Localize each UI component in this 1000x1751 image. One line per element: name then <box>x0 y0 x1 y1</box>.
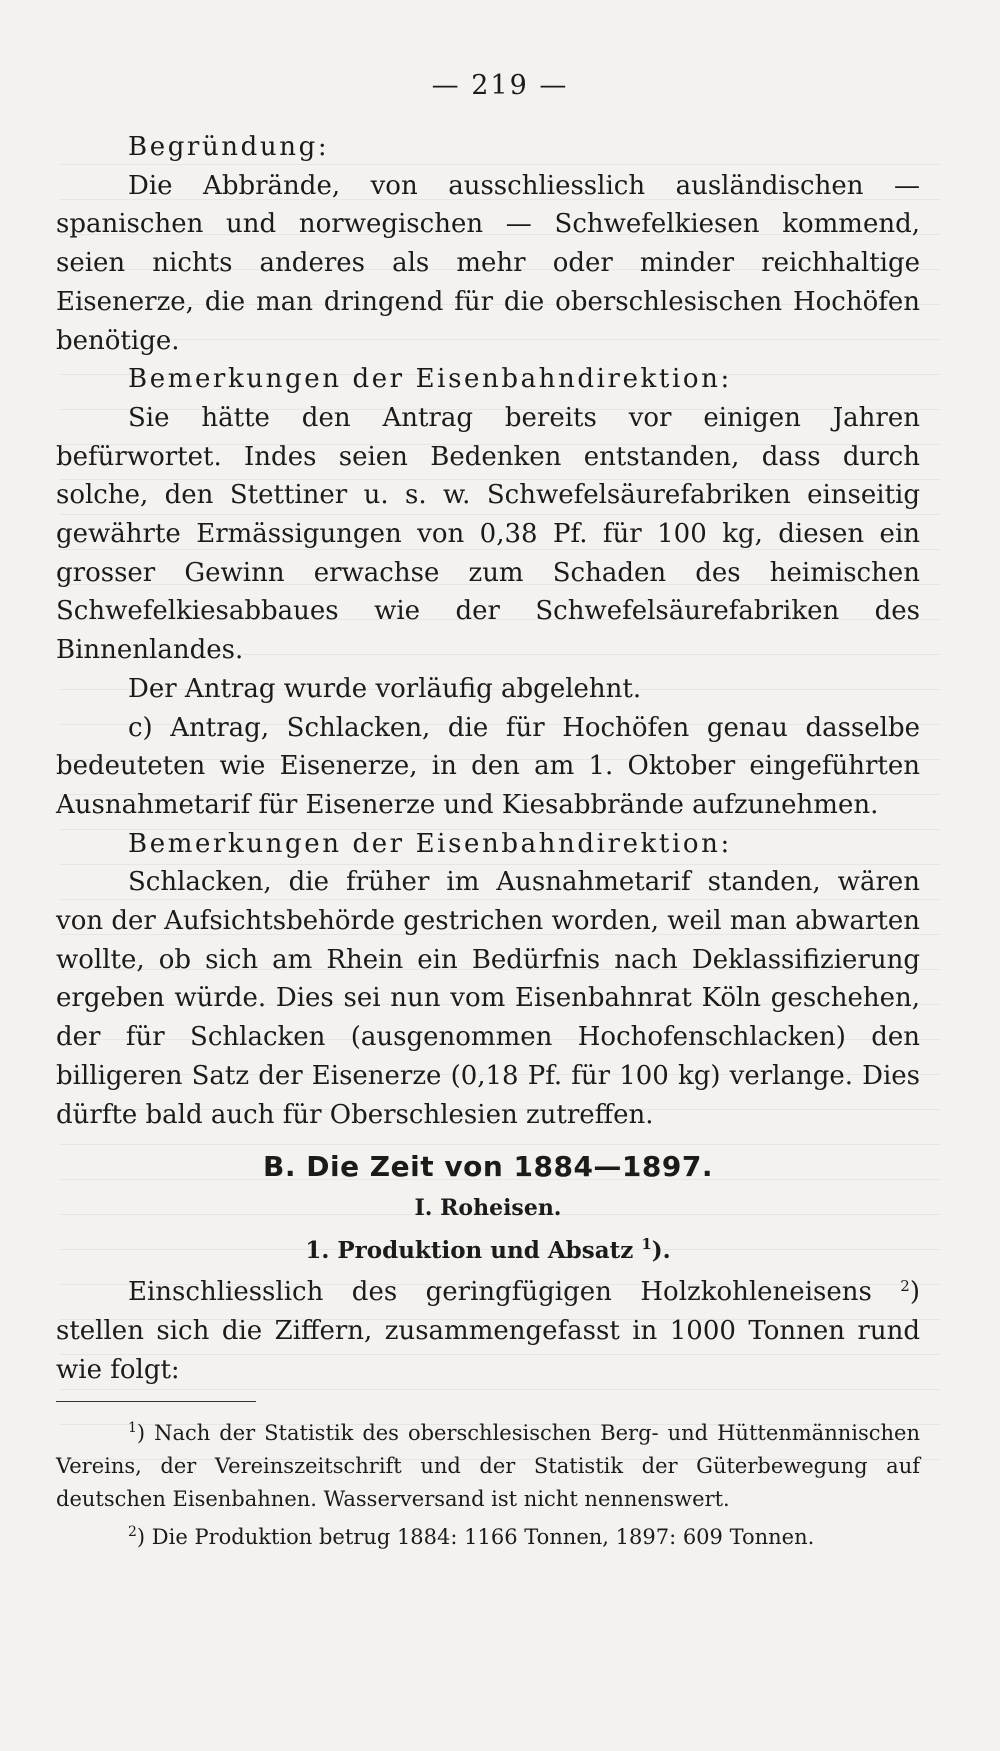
footnote-1: $^1$) Nach der Statistik des oberschlesischen Berg- und Hüttenmännischen Vereins, der Vereinszeitschrift und der Statistik der Güterbewegung auf deutschen Eisenbahnen. Wasserversand ist nicht nennenswert. <box>56 1420 920 1512</box>
heading-suffix: ). <box>651 1237 671 1265</box>
begruendung-label: Begründung: <box>128 132 330 162</box>
paragraph-abbraende: Die Abbrände, von ausschliesslich ausländischen — spanischen und norwegischen — Schwefelkiesen kommend, seien nichts anderes als mehr oder minder reichhaltige Eisenerze, die man dringend für die oberschlesischen Hochöfen benötige. <box>56 170 920 356</box>
footnotes <box>56 1412 920 1554</box>
footnote-2: $^2$) Die Produktion betrug 1884: 1166 Tonnen, 1897: 609 Tonnen. <box>128 1524 815 1550</box>
paragraph-schlacken: Schlacken, die früher im Ausnahmetarif standen, wären von der Aufsichtsbehörde gestrichen worden, weil man abwarten wollte, ob sich am Rhein ein Bedürfnis nach Deklassifizierung ergeben würde. Dies sei nun vom Eisenbahnrat Köln geschehen, der für Schlacken (ausgenommen Hochofenschlacken) den billigeren Satz der Eisenerze (0,18 Pf. für 100 kg) verlange. Dies dürfte bald auch für Oberschlesien zutreffen. <box>56 867 920 1130</box>
footnote-1-mark: 1 <box>128 1420 137 1437</box>
intro-text-a: Einschliesslich des geringfügigen Holzkohleneisens <box>128 1277 872 1308</box>
subsubsection-heading-text: 1. Produktion und Absatz <box>305 1237 634 1265</box>
subsubsection-heading <box>56 1233 920 1269</box>
intro-text-b: stellen sich die Ziffern, zusammengefasst in 1000 Tonnen rund wie folgt: <box>56 1315 920 1385</box>
footnote-divider <box>56 1401 256 1402</box>
page-number: — 219 — <box>431 70 569 101</box>
subsection-heading: I. Roheisen. <box>414 1195 562 1222</box>
body-text <box>56 128 920 1554</box>
section-heading: B. Die Zeit von 1884—1897. <box>263 1150 713 1184</box>
paragraph-abgelehnt: Der Antrag wurde vorläufig abgelehnt. <box>128 673 642 704</box>
footnote-2-mark: 2 <box>128 1524 137 1541</box>
paragraph-antrag-befuerwortet: Sie hätte den Antrag bereits vor einigen Jahren befürwortet. Indes seien Bedenken entstanden, dass durch solche, den Stettiner u. s. w. Schwefelsäurefabriken einseitig gewährte Ermässigungen von 0,38 Pf. für 100 kg, diesen ein grosser Gewinn erwachse zum Schaden des heimischen Schwefelkiesabbaues wie der Schwefelsäurefabriken des Binnenlandes. <box>56 402 920 666</box>
bemerkungen-label-1: Bemerkungen der Eisenbahndirektion: <box>128 364 732 395</box>
footnote-ref-1: 1 <box>641 1235 652 1254</box>
footnote-ref-2: 2 <box>900 1277 910 1296</box>
bemerkungen-label-2: Bemerkungen der Eisenbahndirektion: <box>128 828 732 859</box>
footnote-2-text: Die Produktion betrug 1884: 1166 Tonnen, 1897: 609 Tonnen. <box>151 1525 815 1550</box>
paragraph-antrag-schlacken: c) Antrag, Schlacken, die für Hochöfen genau dasselbe bedeuteten wie Eisenerze, in den am 1. Oktober eingeführten Ausnahmetarif für Eisenerze und Kiesabbrände aufzunehmen. <box>56 712 920 820</box>
footnote-1-text: Nach der Statistik des oberschlesischen Berg- und Hüttenmännischen Vereins, der Vereinszeitschrift und der Statistik der Güterbewegung auf deutschen Eisenbahnen. Wasserversand ist nicht nennenswert. <box>56 1421 920 1512</box>
paragraph-intro: Einschliesslich des geringfügigen Holzkohleneisens $^2$) stellen sich die Ziffern, zusammengefasst in 1000 Tonnen rund wie folgt: <box>56 1277 920 1385</box>
